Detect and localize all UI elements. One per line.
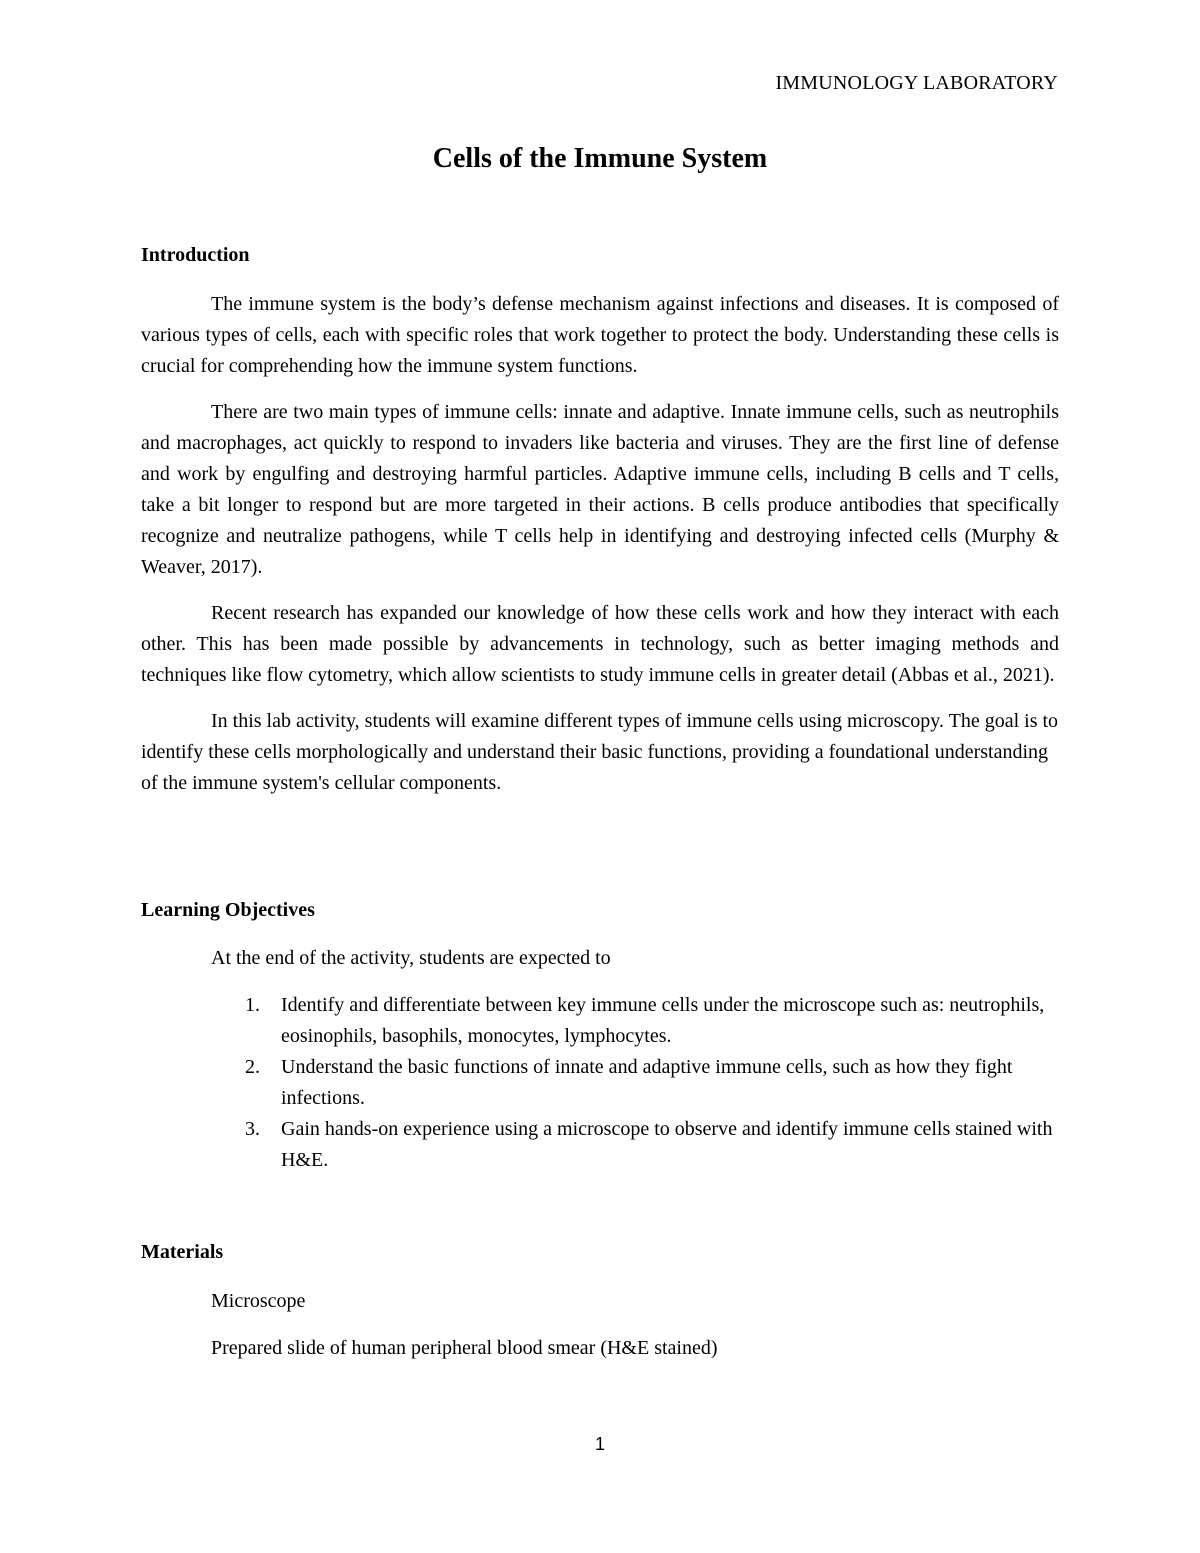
intro-paragraph-3: Recent research has expanded our knowledge of how these cells work and how they interact with each other. This has been made possible by advancements in technology, such as better imaging methods and techniques like flow cytometry, which allow scientists to study immune cells in greater detail (Abbas et al., 2021). (141, 602, 1059, 686)
objective-item-2 (211, 1052, 1061, 1114)
objectives-lead: At the end of the activity, students are expected to (211, 947, 611, 969)
materials-item-2: Prepared slide of human peripheral blood smear (H&E stained) (211, 1337, 718, 1359)
objective-text: Gain hands-on experience using a microscope to observe and identify immune cells stained with H&E. (281, 1118, 1053, 1171)
materials-item-1: Microscope (211, 1290, 306, 1312)
intro-paragraph-2: There are two main types of immune cells: innate and adaptive. Innate immune cells, such as neutrophils and macrophages, act quickly to respond to invaders like bacteria and viruses. They are the first line of defense and work by engulfing and destroying harmful particles. Adaptive immune cells, including B cells and T cells, take a bit longer to respond but are more targeted in their actions. B cells produce antibodies that specifically recognize and neutralize pathogens, while T cells help in identifying and destroying infected cells (Murphy & Weaver, 2017). (141, 401, 1059, 578)
introduction-heading: Introduction (141, 244, 250, 266)
objective-text: Identify and differentiate between key immune cells under the microscope such as: neutrophils, eosinophils, basophils, monocytes, lymphocytes. (281, 994, 1045, 1047)
objective-number: 3. (245, 1118, 260, 1140)
objective-text: Understand the basic functions of innate and adaptive immune cells, such as how they fight infections. (281, 1056, 1013, 1109)
objective-number: 1. (245, 994, 260, 1016)
learning-objectives-heading: Learning Objectives (141, 899, 315, 921)
page-number: 1 (594, 1434, 605, 1454)
objectives-list (211, 990, 1061, 1176)
objective-item-1 (211, 990, 1061, 1052)
document-title: Cells of the Immune System (432, 143, 768, 174)
introduction-body (141, 289, 1059, 814)
objective-number: 2. (245, 1056, 260, 1078)
running-header: IMMUNOLOGY LABORATORY (775, 72, 1058, 94)
intro-paragraph-4: In this lab activity, students will examine different types of immune cells using microscopy. The goal is to identify these cells morphologically and understand their basic functions, providing a foundational understanding of the immune system's cellular components. (141, 710, 1059, 794)
materials-heading: Materials (141, 1241, 224, 1263)
intro-paragraph-1: The immune system is the body’s defense mechanism against infections and diseases. It is composed of various types of cells, each with specific roles that work together to protect the body. Understanding these cells is crucial for comprehending how the immune system functions. (141, 293, 1059, 377)
objective-item-3 (211, 1114, 1061, 1176)
